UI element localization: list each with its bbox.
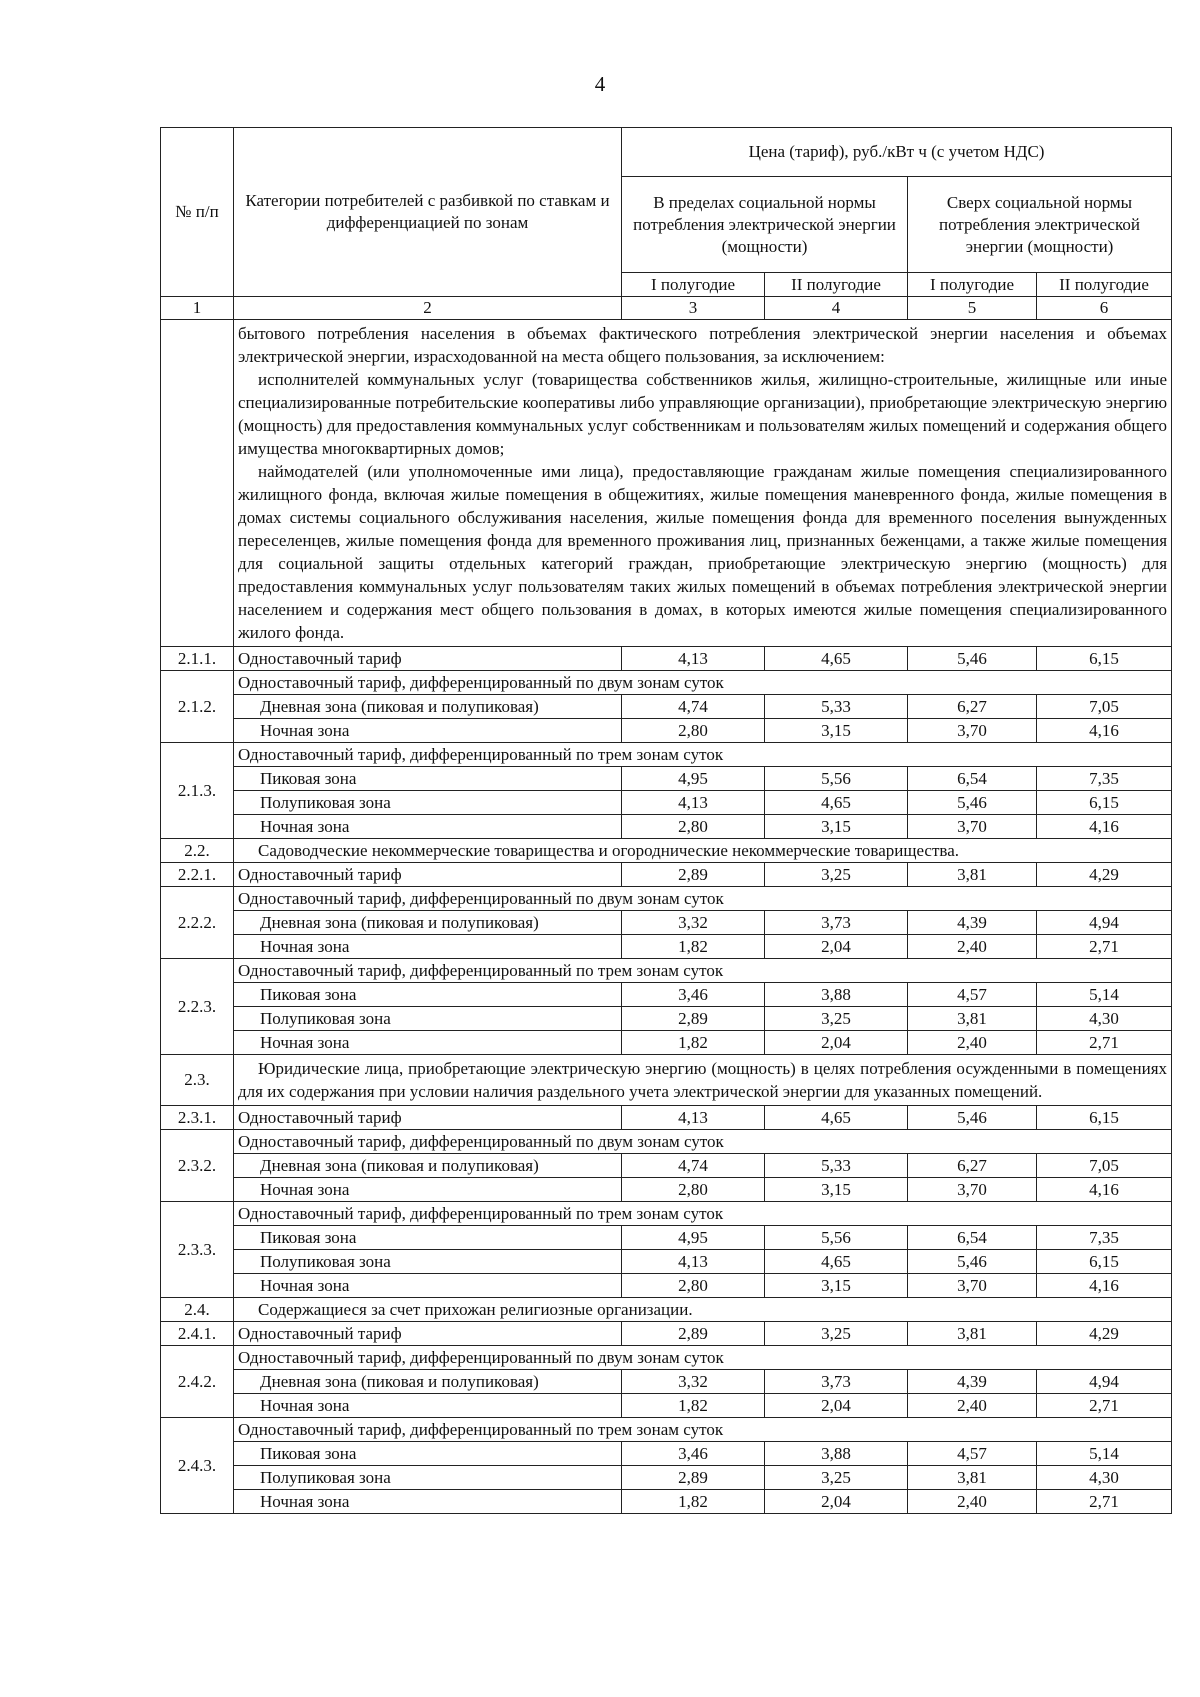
section-number: 2.2.: [161, 839, 234, 863]
tariff-value: 4,95: [622, 1226, 765, 1250]
tariff-value: 2,40: [908, 1394, 1037, 1418]
tariff-value: 3,32: [622, 911, 765, 935]
tariff-table: [160, 127, 1172, 1514]
row-label: Дневная зона (пиковая и полупиковая): [234, 911, 622, 935]
tariff-value: 4,65: [765, 1250, 908, 1274]
row-label: Одноставочный тариф: [234, 1322, 622, 1346]
tariff-value: 2,80: [622, 815, 765, 839]
row-number: 2.4.2.: [161, 1346, 234, 1418]
tariff-value: 6,27: [908, 695, 1037, 719]
row-number: 2.1.1.: [161, 647, 234, 671]
section-title: [234, 1055, 1172, 1106]
tariff-value: 4,39: [908, 911, 1037, 935]
tariff-value: 2,71: [1037, 1394, 1172, 1418]
row-label: Ночная зона: [234, 1394, 622, 1418]
tariff-value: 3,46: [622, 983, 765, 1007]
tariff-value: 4,65: [765, 1106, 908, 1130]
tariff-value: 7,35: [1037, 767, 1172, 791]
tariff-value: 6,27: [908, 1154, 1037, 1178]
intro-text-cell: [234, 320, 1172, 647]
tariff-value: 6,15: [1037, 1106, 1172, 1130]
section-title: [234, 839, 1172, 863]
header-col-no: № п/п: [161, 128, 234, 297]
section-number: 2.3.: [161, 1055, 234, 1106]
tariff-value: 4,57: [908, 983, 1037, 1007]
tariff-value: 4,16: [1037, 719, 1172, 743]
column-number: 1: [161, 297, 234, 320]
group-label: Одноставочный тариф, дифференцированный по двум зонам суток: [234, 671, 1172, 695]
tariff-value: 3,70: [908, 815, 1037, 839]
row-label: Ночная зона: [234, 815, 622, 839]
tariff-value: 3,70: [908, 1178, 1037, 1202]
tariff-value: 5,14: [1037, 1442, 1172, 1466]
tariff-value: 3,73: [765, 911, 908, 935]
section-text: Садоводческие некоммерческие товарищества и огороднические некоммерческие товарищества.: [258, 840, 959, 860]
group-label: Одноставочный тариф, дифференцированный по трем зонам суток: [234, 959, 1172, 983]
tariff-value: 6,15: [1037, 647, 1172, 671]
tariff-value: 3,25: [765, 1322, 908, 1346]
tariff-value: 7,35: [1037, 1226, 1172, 1250]
tariff-value: 2,04: [765, 1490, 908, 1514]
tariff-value: 5,46: [908, 791, 1037, 815]
header-half-3: I полугодие: [908, 273, 1037, 297]
group-label: Одноставочный тариф, дифференцированный по двум зонам суток: [234, 1346, 1172, 1370]
row-label: Ночная зона: [234, 935, 622, 959]
header-col-price: Цена (тариф), руб./кВт ч (с учетом НДС): [622, 128, 1172, 177]
row-label: Пиковая зона: [234, 767, 622, 791]
tariff-value: 2,71: [1037, 1490, 1172, 1514]
tariff-value: 4,13: [622, 647, 765, 671]
tariff-value: 4,57: [908, 1442, 1037, 1466]
intro-paragraph: исполнителей коммунальных услуг (товарищества собственников жилья, жилищно-строительные, жилищные или иные специализированные потребительские кооперативы либо управляющие организации), приобретающие электрическую энергию (мощность) для предоставления коммунальных услуг собственникам и пользователям жилых помещений и содержания общего имущества многоквартирных домов;: [238, 370, 1168, 458]
tariff-value: 3,81: [908, 863, 1037, 887]
header-above-norm: Сверх социальной нормы потребления электрической энергии (мощности): [908, 177, 1172, 273]
tariff-value: 3,15: [765, 719, 908, 743]
row-label: Пиковая зона: [234, 1442, 622, 1466]
tariff-value: 6,15: [1037, 1250, 1172, 1274]
tariff-value: 2,89: [622, 863, 765, 887]
header-col-category: Категории потребителей с разбивкой по ставкам и дифференциацией по зонам: [234, 128, 622, 297]
tariff-value: 3,88: [765, 983, 908, 1007]
intro-paragraph: бытового потребления населения в объемах фактического потребления электрической энергии населения и объемах электрической энергии, израсходованной на места общего пользования, за исключением:: [238, 324, 1168, 366]
row-label: Дневная зона (пиковая и полупиковая): [234, 1370, 622, 1394]
intro-paragraph: наймодателей (или уполномоченные ими лица), предоставляющие гражданам жилые помещения специализированного жилищного фонда, включая жилые помещения в общежитиях, жилые помещения маневренного фонда, жилые помещения в домах системы социального обслуживания населения, жилые помещения фонда для временного поселения вынужденных переселенцев, жилые помещения фонда для временного проживания лиц, признанных беженцами, а также жилые помещения для социальной защиты отдельных категорий граждан, приобретающие электрическую энергию (мощность) для предоставления коммунальных услуг пользователям таких жилых помещений в объемах потребления электрической энергии населением и содержания мест общего пользования в домах, в которых имеются жилые помещения специализированного жилого фонда.: [238, 462, 1168, 642]
row-label: Полупиковая зона: [234, 1250, 622, 1274]
section-number: 2.4.: [161, 1298, 234, 1322]
tariff-value: 2,80: [622, 719, 765, 743]
tariff-value: 4,30: [1037, 1466, 1172, 1490]
tariff-value: 1,82: [622, 1490, 765, 1514]
group-label: Одноставочный тариф, дифференцированный по двум зонам суток: [234, 887, 1172, 911]
row-label: Дневная зона (пиковая и полупиковая): [234, 695, 622, 719]
tariff-value: 4,16: [1037, 815, 1172, 839]
tariff-value: 2,89: [622, 1007, 765, 1031]
tariff-value: 5,56: [765, 1226, 908, 1250]
section-text: Юридические лица, приобретающие электрическую энергию (мощность) в целях потребления осужденными в помещениях для их содержания при условии наличия раздельного учета электрической энергии для указанных помещений.: [238, 1059, 1168, 1101]
tariff-value: 5,46: [908, 1250, 1037, 1274]
tariff-value: 3,46: [622, 1442, 765, 1466]
tariff-value: 4,29: [1037, 1322, 1172, 1346]
tariff-value: 2,40: [908, 1031, 1037, 1055]
tariff-value: 6,15: [1037, 791, 1172, 815]
tariff-value: 3,70: [908, 1274, 1037, 1298]
group-label: Одноставочный тариф, дифференцированный по двум зонам суток: [234, 1130, 1172, 1154]
tariff-value: 2,80: [622, 1274, 765, 1298]
group-label: Одноставочный тариф, дифференцированный по трем зонам суток: [234, 1202, 1172, 1226]
column-number: 5: [908, 297, 1037, 320]
tariff-value: 4,94: [1037, 911, 1172, 935]
row-number: 2.1.2.: [161, 671, 234, 743]
tariff-value: 4,95: [622, 767, 765, 791]
tariff-value: 4,13: [622, 1106, 765, 1130]
tariff-value: 5,33: [765, 1154, 908, 1178]
section-title: [234, 1298, 1172, 1322]
row-number: 2.4.3.: [161, 1418, 234, 1514]
tariff-value: 2,04: [765, 935, 908, 959]
tariff-value: 7,05: [1037, 695, 1172, 719]
row-number: 2.3.2.: [161, 1130, 234, 1202]
tariff-value: 4,74: [622, 1154, 765, 1178]
tariff-value: 3,15: [765, 815, 908, 839]
tariff-value: 4,29: [1037, 863, 1172, 887]
tariff-value: 4,65: [765, 647, 908, 671]
tariff-value: 6,54: [908, 767, 1037, 791]
section-text: Содержащиеся за счет прихожан религиозные организации.: [258, 1299, 693, 1319]
tariff-value: 3,25: [765, 1007, 908, 1031]
row-label: Ночная зона: [234, 1031, 622, 1055]
tariff-value: 3,73: [765, 1370, 908, 1394]
tariff-value: 4,74: [622, 695, 765, 719]
tariff-value: 1,82: [622, 935, 765, 959]
row-number: 2.1.3.: [161, 743, 234, 839]
tariff-value: 4,16: [1037, 1178, 1172, 1202]
tariff-value: 4,65: [765, 791, 908, 815]
row-label: Полупиковая зона: [234, 1466, 622, 1490]
tariff-value: 5,33: [765, 695, 908, 719]
header-half-1: I полугодие: [622, 273, 765, 297]
tariff-value: 3,25: [765, 1466, 908, 1490]
tariff-value: 3,81: [908, 1007, 1037, 1031]
tariff-value: 4,16: [1037, 1274, 1172, 1298]
row-label: Пиковая зона: [234, 983, 622, 1007]
row-label: Ночная зона: [234, 1274, 622, 1298]
row-number: 2.2.2.: [161, 887, 234, 959]
tariff-value: 2,04: [765, 1031, 908, 1055]
column-number: 4: [765, 297, 908, 320]
tariff-value: 3,81: [908, 1466, 1037, 1490]
tariff-value: 2,80: [622, 1178, 765, 1202]
tariff-value: 5,56: [765, 767, 908, 791]
header-within-norm: В пределах социальной нормы потребления электрической энергии (мощности): [622, 177, 908, 273]
tariff-value: 6,54: [908, 1226, 1037, 1250]
header-half-4: II полугодие: [1037, 273, 1172, 297]
column-number: 2: [234, 297, 622, 320]
tariff-value: 3,15: [765, 1178, 908, 1202]
row-number: 2.3.3.: [161, 1202, 234, 1298]
tariff-value: 3,70: [908, 719, 1037, 743]
tariff-value: 4,39: [908, 1370, 1037, 1394]
row-label: Одноставочный тариф: [234, 863, 622, 887]
tariff-value: 2,40: [908, 935, 1037, 959]
row-label: Одноставочный тариф: [234, 647, 622, 671]
column-number: 3: [622, 297, 765, 320]
tariff-value: 3,32: [622, 1370, 765, 1394]
intro-number-cell: [161, 320, 234, 647]
group-label: Одноставочный тариф, дифференцированный по трем зонам суток: [234, 1418, 1172, 1442]
tariff-value: 2,89: [622, 1322, 765, 1346]
row-number: 2.2.3.: [161, 959, 234, 1055]
row-label: Ночная зона: [234, 1178, 622, 1202]
row-number: 2.3.1.: [161, 1106, 234, 1130]
tariff-value: 3,15: [765, 1274, 908, 1298]
row-label: Ночная зона: [234, 719, 622, 743]
tariff-value: 2,40: [908, 1490, 1037, 1514]
column-number: 6: [1037, 297, 1172, 320]
row-label: Пиковая зона: [234, 1226, 622, 1250]
tariff-value: 3,25: [765, 863, 908, 887]
tariff-value: 7,05: [1037, 1154, 1172, 1178]
row-label: Дневная зона (пиковая и полупиковая): [234, 1154, 622, 1178]
tariff-value: 2,71: [1037, 935, 1172, 959]
tariff-value: 1,82: [622, 1031, 765, 1055]
tariff-value: 5,14: [1037, 983, 1172, 1007]
tariff-value: 5,46: [908, 647, 1037, 671]
row-label: Полупиковая зона: [234, 791, 622, 815]
tariff-value: 5,46: [908, 1106, 1037, 1130]
row-number: 2.4.1.: [161, 1322, 234, 1346]
page-number: 4: [594, 72, 606, 96]
group-label: Одноставочный тариф, дифференцированный по трем зонам суток: [234, 743, 1172, 767]
tariff-value: 2,04: [765, 1394, 908, 1418]
row-label: Полупиковая зона: [234, 1007, 622, 1031]
row-number: 2.2.1.: [161, 863, 234, 887]
tariff-value: 2,71: [1037, 1031, 1172, 1055]
header-half-2: II полугодие: [765, 273, 908, 297]
tariff-value: 2,89: [622, 1466, 765, 1490]
tariff-value: 3,88: [765, 1442, 908, 1466]
row-label: Ночная зона: [234, 1490, 622, 1514]
tariff-value: 3,81: [908, 1322, 1037, 1346]
tariff-value: 1,82: [622, 1394, 765, 1418]
tariff-value: 4,13: [622, 1250, 765, 1274]
tariff-value: 4,13: [622, 791, 765, 815]
row-label: Одноставочный тариф: [234, 1106, 622, 1130]
tariff-value: 4,30: [1037, 1007, 1172, 1031]
tariff-value: 4,94: [1037, 1370, 1172, 1394]
